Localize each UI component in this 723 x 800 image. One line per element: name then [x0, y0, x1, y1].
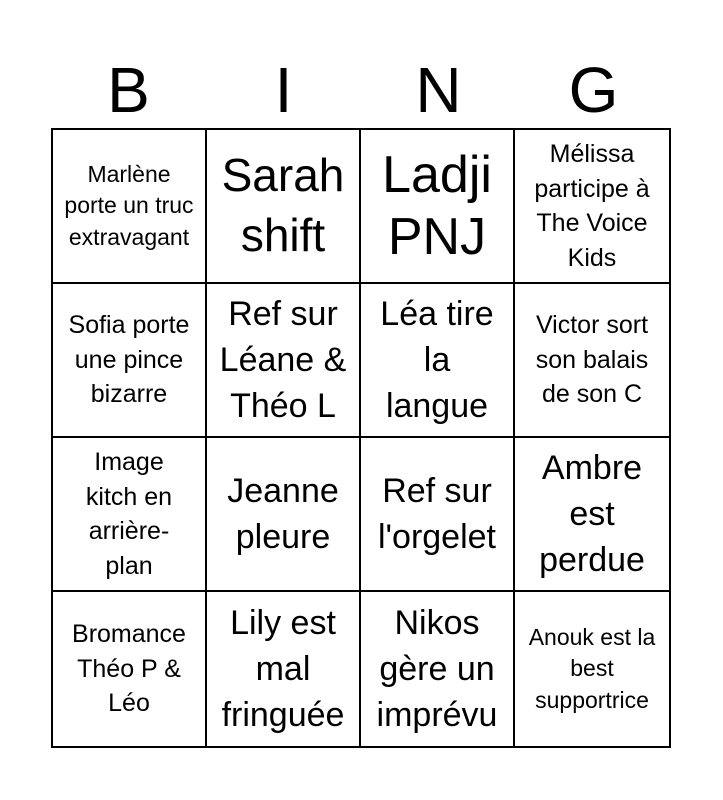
cell-text: Ambre est perdue: [539, 448, 645, 580]
bingo-cell[interactable]: [515, 130, 669, 284]
cell-text: Victor sort son balais de son C: [535, 311, 649, 409]
bingo-cell[interactable]: [361, 284, 515, 438]
bingo-cell[interactable]: [53, 284, 207, 438]
cell-text: Anouk est la best supportrice: [528, 624, 656, 713]
bingo-cell[interactable]: [361, 592, 515, 746]
cell-text: Mélissa participe à The Voice Kids: [534, 140, 650, 272]
header-letter-g: G: [568, 54, 619, 126]
header-letter-n: N: [415, 54, 462, 126]
bingo-cell[interactable]: [53, 130, 207, 284]
bingo-grid: [51, 128, 671, 748]
cell-text: Ref sur Léane & Théo L: [219, 294, 347, 426]
cell-text: Sofia porte une pince bizarre: [68, 311, 190, 409]
cell-text: Jeanne pleure: [227, 471, 339, 556]
bingo-cell[interactable]: [361, 130, 515, 284]
cell-text: Lily est mal fringuée: [221, 603, 345, 735]
bingo-cell[interactable]: [207, 592, 361, 746]
bingo-cell[interactable]: [207, 438, 361, 592]
cell-text: Sarah shift: [221, 149, 345, 261]
bingo-cell[interactable]: [515, 438, 669, 592]
bingo-cell[interactable]: [361, 438, 515, 592]
cell-text: Ref sur l'orgelet: [377, 471, 496, 556]
cell-text: Bromance Théo P & Léo: [72, 620, 186, 718]
header-letter-b: B: [107, 54, 150, 126]
bingo-cell[interactable]: [515, 284, 669, 438]
bingo-cell[interactable]: [53, 438, 207, 592]
cell-text: Image kitch en arrière-plan: [85, 448, 173, 580]
bingo-cell[interactable]: [207, 130, 361, 284]
header-letter-i: I: [274, 54, 293, 126]
bingo-cell[interactable]: [207, 284, 361, 438]
bingo-cell[interactable]: [53, 592, 207, 746]
cell-text: Léa tire la langue: [380, 294, 494, 426]
cell-text: Marlène porte un truc extravagant: [64, 161, 194, 250]
cell-text: Nikos gère un imprévu: [376, 603, 498, 735]
bingo-header: [51, 52, 671, 128]
cell-text: Ladji PNJ: [382, 145, 492, 266]
bingo-cell[interactable]: [515, 592, 669, 746]
